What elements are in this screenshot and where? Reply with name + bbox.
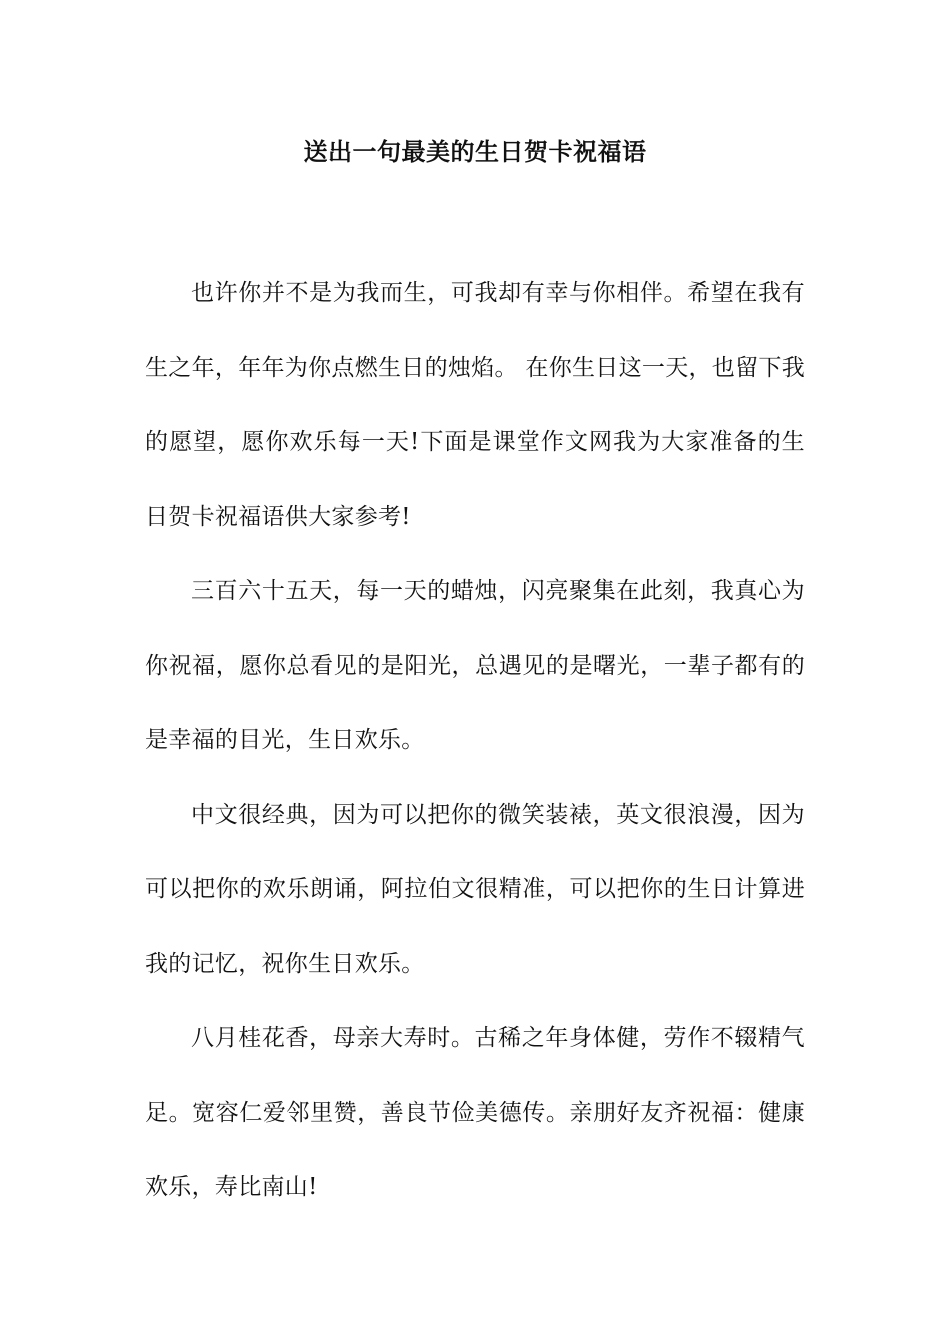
paragraph-wish-3: 八月桂花香，母亲大寿时。古稀之年身体健，劳作不辍精气足。宽容仁爱邻里赞，善良节俭美德传。亲朋好友齐祝福：健康欢乐，寿比南山!: [145, 1025, 805, 1200]
paragraph-wish-1: 三百六十五天，每一天的蜡烛，闪亮聚集在此刻，我真心为你祝福，愿你总看见的是阳光，总遇见的是曙光，一辈子都有的是幸福的目光，生日欢乐。: [145, 578, 805, 753]
paragraph-intro: 也许你并不是为我而生，可我却有幸与你相伴。希望在我有生之年，年年为你点燃生日的烛焰。 在你生日这一天，也留下我的愿望，愿你欢乐每一天!下面是课堂作文网我为大家准备的生日贺卡祝福语供大家参考!: [145, 280, 806, 530]
document-title: 送出一句最美的生日贺卡祝福语: [303, 137, 647, 166]
document-body: [145, 256, 805, 1225]
paragraph-wish-2: 中文很经典，因为可以把你的微笑装裱，英文很浪漫，因为可以把你的欢乐朗诵，阿拉伯文很精准，可以把你的生日计算进我的记忆，祝你生日欢乐。: [145, 801, 805, 977]
